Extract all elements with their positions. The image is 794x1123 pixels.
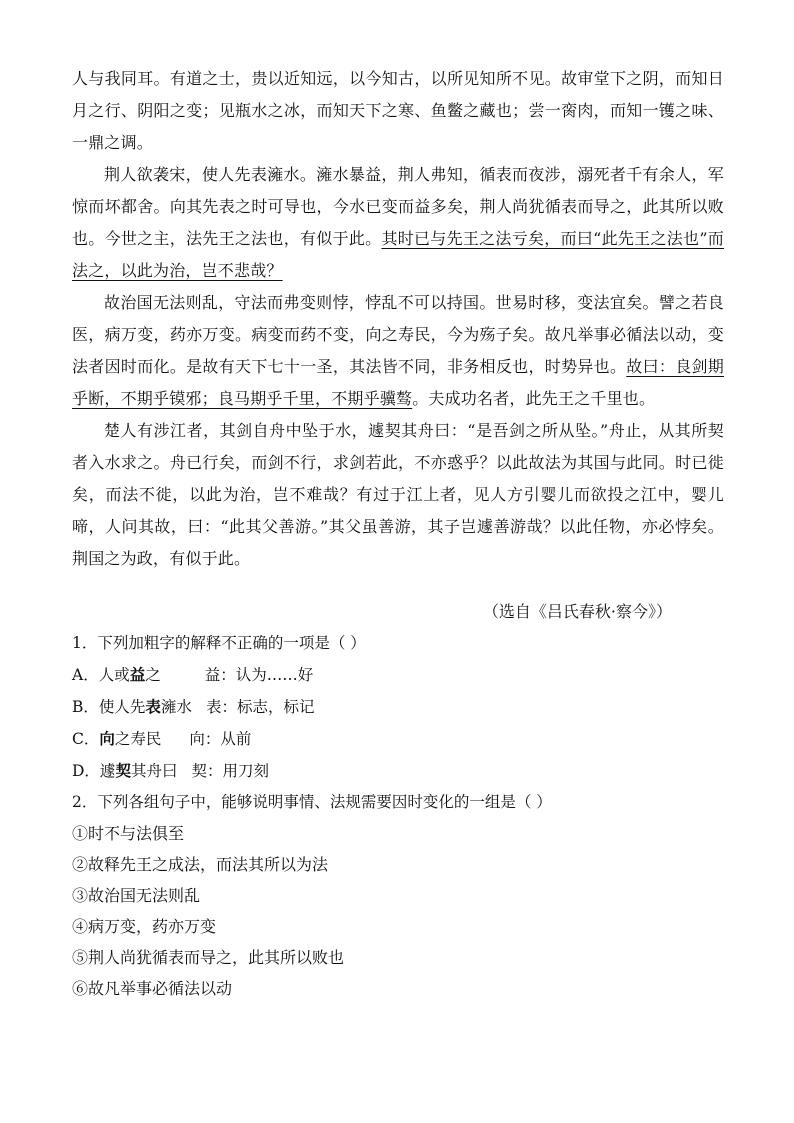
option-d-bold-char: 契 <box>115 761 131 780</box>
option-b-label: B．使人先 <box>72 698 146 716</box>
option-c-bold-char: 向 <box>99 729 115 748</box>
question-2-item-1: ①时不与法俱至 <box>72 824 185 843</box>
question-1-stem: 1．下列加粗字的解释不正确的一项是（ ） <box>72 634 366 652</box>
option-b-rest: 澭水 <box>160 698 192 716</box>
option-b-gloss: 表：标志，标记 <box>205 698 315 716</box>
option-a-gloss: 益：认为……好 <box>204 666 314 684</box>
paragraph-3 <box>72 287 724 415</box>
question-2-item-2: ②故释先王之成法，而法其所以为法 <box>72 855 329 874</box>
question-1-option-c <box>72 723 732 755</box>
classical-passage <box>72 63 724 575</box>
option-b-bold-char: 表 <box>145 697 161 716</box>
paragraph-4: 楚人有涉江者，其剑自舟中坠于水，遽契其舟曰：“是吾剑之所从坠。”舟止，从其所契者入水求之。舟已行矣，而剑不行，求剑若此，不亦惑乎？以此故法为其国与此同。时已徙矣，而法不徙，以此为治，岂不难哉？有过于江上者，见人方引婴儿而欲投之江中，婴儿啼，人问其故，曰：“此其父善游。”其父虽善游，其子岂遽善游哉？以此任物，亦必悖矣。荆国之为政，有似于此。 <box>72 421 724 568</box>
questions-section <box>72 628 732 1004</box>
option-c-label: C． <box>72 730 100 748</box>
option-a-bold-char: 益 <box>129 665 146 684</box>
paragraph-3-tail: 。夫成功名者，此先王之千里也。 <box>412 389 656 408</box>
underlined-sentence-1: 其时已与先王之法亏矣，而曰“此先王之法也”而法之，以此为治，岂不悲哉？ <box>72 229 724 280</box>
question-2-item-4: ④病万变，药亦万变 <box>72 917 217 936</box>
question-2-stem: 2．下列各组句子中，能够说明事情、法规需要因时变化的一组是（ ） <box>72 793 552 811</box>
question-1-option-b <box>72 691 732 723</box>
option-c-rest: 之寿民 <box>114 730 162 748</box>
source-citation: （选自《吕氏春秋·察今》） <box>482 602 672 621</box>
paragraph-1: 人与我同耳。有道之士，贵以近知远，以今知古，以所见知所不见。故审堂下之阴，而知日月之行、阴阳之变；见瓶水之冰，而知天下之寒、鱼鳖之藏也；尝一脔肉，而知一镬之味、一鼎之调。 <box>72 69 724 152</box>
paragraph-3-text: 故治国无法则乱，守法而弗变则悖，悖乱不可以持国。世易时移，变法宜矣。譬之若良医，病万变，药亦万变。病变而药不变，向之寿民，今为殇子矣。故凡举事必循法以动，变法者因时而化。是故有天下七十一圣，其法皆不同，非务相反也，时势异也。 <box>72 293 724 376</box>
option-a-rest: 之 <box>145 666 161 684</box>
paragraph-2-text: 荆人欲袭宋，使人先表澭水。澭水暴益，荆人弗知，循表而夜涉，溺死者千有余人，军惊而坏都舍。向其先表之时可导也，今水已变而益多矣，荆人尚犹循表而导之，此其所以败也。今世之主，法先王之法也，有似于此。 <box>72 165 724 248</box>
option-c-gloss: 向：从前 <box>189 730 252 748</box>
question-2-item-6: ⑥故凡举事必循法以动 <box>72 979 233 998</box>
question-2-item-5: ⑤荆人尚犹循表而导之，此其所以败也 <box>72 948 345 967</box>
option-d-label: D．遽 <box>72 762 116 780</box>
option-d-rest: 其舟曰 <box>130 762 178 780</box>
option-d-gloss: 契：用刀刻 <box>191 762 269 780</box>
question-1-option-a <box>72 659 732 691</box>
question-2-item-3: ③故治国无法则乱 <box>72 886 201 905</box>
question-1-option-d <box>72 755 732 787</box>
underlined-sentence-2: 故曰：良剑期乎断，不期乎镆邪；良马期乎千里，不期乎骥骜 <box>72 357 724 408</box>
paragraph-2 <box>72 159 724 287</box>
option-a-label: A．人或 <box>72 666 130 684</box>
